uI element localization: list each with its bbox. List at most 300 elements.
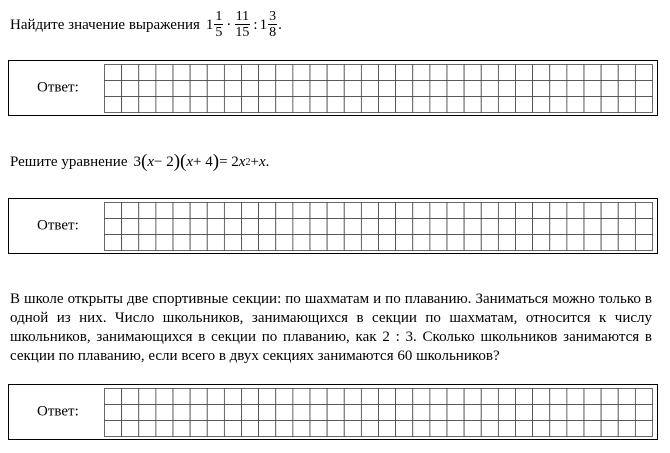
- answer-cell[interactable]: [516, 235, 533, 251]
- answer-cell[interactable]: [310, 81, 327, 97]
- answer-cell[interactable]: [207, 81, 224, 97]
- answer-cell[interactable]: [105, 203, 122, 219]
- answer-cell[interactable]: [361, 203, 378, 219]
- answer-cell[interactable]: [430, 219, 447, 235]
- answer-cell[interactable]: [344, 97, 361, 113]
- answer-cell[interactable]: [635, 389, 652, 405]
- answer-cell[interactable]: [533, 219, 550, 235]
- answer-cell[interactable]: [344, 81, 361, 97]
- answer-cell[interactable]: [224, 421, 241, 437]
- answer-cell[interactable]: [533, 65, 550, 81]
- answer-cell[interactable]: [396, 81, 413, 97]
- answer-cell[interactable]: [550, 97, 567, 113]
- answer-cell[interactable]: [105, 389, 122, 405]
- answer-cell[interactable]: [516, 65, 533, 81]
- answer-cell[interactable]: [584, 65, 601, 81]
- answer-cell[interactable]: [635, 97, 652, 113]
- answer-cell[interactable]: [618, 235, 635, 251]
- answer-cell[interactable]: [259, 421, 276, 437]
- answer-cell[interactable]: [122, 421, 139, 437]
- answer-cell[interactable]: [396, 65, 413, 81]
- answer-cell[interactable]: [207, 235, 224, 251]
- answer-cell[interactable]: [327, 65, 344, 81]
- answer-cell[interactable]: [293, 219, 310, 235]
- answer-cell[interactable]: [310, 203, 327, 219]
- answer-cell[interactable]: [344, 219, 361, 235]
- answer-cell[interactable]: [156, 219, 173, 235]
- answer-cell[interactable]: [516, 97, 533, 113]
- answer-cell[interactable]: [293, 235, 310, 251]
- answer-cell[interactable]: [413, 405, 430, 421]
- answer-cell[interactable]: [533, 97, 550, 113]
- answer-cell[interactable]: [310, 389, 327, 405]
- answer-cell[interactable]: [464, 389, 481, 405]
- answer-cell[interactable]: [207, 203, 224, 219]
- answer-cell[interactable]: [550, 405, 567, 421]
- answer-cell[interactable]: [618, 405, 635, 421]
- answer-cell[interactable]: [635, 235, 652, 251]
- answer-cell[interactable]: [533, 405, 550, 421]
- answer-cell[interactable]: [242, 81, 259, 97]
- answer-cell[interactable]: [464, 421, 481, 437]
- answer-cell[interactable]: [122, 81, 139, 97]
- answer-cell[interactable]: [242, 219, 259, 235]
- answer-cell[interactable]: [584, 389, 601, 405]
- answer-cell[interactable]: [242, 421, 259, 437]
- answer-cell[interactable]: [156, 65, 173, 81]
- answer-cell[interactable]: [464, 235, 481, 251]
- answer-cell[interactable]: [190, 65, 207, 81]
- answer-cell[interactable]: [276, 219, 293, 235]
- answer-cell[interactable]: [413, 81, 430, 97]
- answer-cell[interactable]: [379, 97, 396, 113]
- answer-cell[interactable]: [618, 389, 635, 405]
- answer-cell[interactable]: [105, 81, 122, 97]
- answer-cell[interactable]: [498, 405, 515, 421]
- answer-cell[interactable]: [105, 405, 122, 421]
- answer-cell[interactable]: [430, 203, 447, 219]
- answer-cell[interactable]: [293, 65, 310, 81]
- answer-cell[interactable]: [156, 97, 173, 113]
- answer-cell[interactable]: [498, 235, 515, 251]
- answer-cell[interactable]: [498, 389, 515, 405]
- answer-cell[interactable]: [498, 97, 515, 113]
- answer-cell[interactable]: [293, 81, 310, 97]
- answer-cell[interactable]: [447, 421, 464, 437]
- answer-cell[interactable]: [327, 389, 344, 405]
- answer-cell[interactable]: [190, 203, 207, 219]
- answer-cell[interactable]: [413, 97, 430, 113]
- answer-cell[interactable]: [447, 203, 464, 219]
- answer-cell[interactable]: [550, 65, 567, 81]
- answer-cell[interactable]: [601, 405, 618, 421]
- task-1-expression: 1 $\frac{1}{5}$ · $\frac{11}{15}$ : 1 $\frac{3}{8}$ .: [205, 9, 282, 40]
- answer-cell[interactable]: [635, 421, 652, 437]
- answer-cell[interactable]: [567, 389, 584, 405]
- answer-cell[interactable]: [601, 421, 618, 437]
- answer-cell[interactable]: [259, 235, 276, 251]
- answer-cell[interactable]: [327, 405, 344, 421]
- answer-cell[interactable]: [224, 65, 241, 81]
- answer-cell[interactable]: [498, 421, 515, 437]
- answer-cell[interactable]: [481, 421, 498, 437]
- answer-cell[interactable]: [173, 389, 190, 405]
- answer-cell[interactable]: [122, 405, 139, 421]
- answer-cell[interactable]: [601, 219, 618, 235]
- answer-cell[interactable]: [156, 81, 173, 97]
- answer-cell[interactable]: [396, 203, 413, 219]
- answer-cell[interactable]: [139, 65, 156, 81]
- answer-cell[interactable]: [224, 389, 241, 405]
- answer-cell[interactable]: [550, 421, 567, 437]
- answer-cell[interactable]: [122, 389, 139, 405]
- answer-cell[interactable]: [498, 65, 515, 81]
- answer-cell[interactable]: [635, 219, 652, 235]
- answer-cell[interactable]: [635, 65, 652, 81]
- answer-cell[interactable]: [190, 235, 207, 251]
- answer-cell[interactable]: [259, 65, 276, 81]
- answer-cell[interactable]: [447, 81, 464, 97]
- answer-cell[interactable]: [430, 97, 447, 113]
- answer-cell[interactable]: [139, 235, 156, 251]
- answer-cell[interactable]: [584, 97, 601, 113]
- answer-cell[interactable]: [567, 97, 584, 113]
- answer-cell[interactable]: [259, 203, 276, 219]
- answer-cell[interactable]: [139, 203, 156, 219]
- answer-cell[interactable]: [550, 81, 567, 97]
- answer-cell[interactable]: [259, 97, 276, 113]
- answer-cell[interactable]: [430, 81, 447, 97]
- answer-cell[interactable]: [190, 81, 207, 97]
- answer-cell[interactable]: [635, 405, 652, 421]
- answer-cell[interactable]: [447, 97, 464, 113]
- answer-cell[interactable]: [173, 203, 190, 219]
- answer-cell[interactable]: [601, 65, 618, 81]
- answer-cell[interactable]: [139, 405, 156, 421]
- answer-cell[interactable]: [139, 421, 156, 437]
- answer-cell[interactable]: [601, 81, 618, 97]
- answer-cell[interactable]: [379, 81, 396, 97]
- answer-cell[interactable]: [516, 405, 533, 421]
- answer-cell[interactable]: [396, 421, 413, 437]
- answer-cell[interactable]: [242, 389, 259, 405]
- answer-cell[interactable]: [447, 405, 464, 421]
- answer-cell[interactable]: [498, 219, 515, 235]
- answer-cell[interactable]: [379, 405, 396, 421]
- answer-cell[interactable]: [190, 219, 207, 235]
- answer-cell[interactable]: [498, 203, 515, 219]
- answer-cell[interactable]: [413, 219, 430, 235]
- answer-cell[interactable]: [618, 219, 635, 235]
- answer-cell[interactable]: [601, 203, 618, 219]
- answer-cell[interactable]: [533, 81, 550, 97]
- answer-cell[interactable]: [122, 203, 139, 219]
- answer-cell[interactable]: [327, 81, 344, 97]
- answer-cell[interactable]: [533, 203, 550, 219]
- answer-cell[interactable]: [207, 389, 224, 405]
- answer-cell[interactable]: [173, 405, 190, 421]
- answer-cell[interactable]: [173, 81, 190, 97]
- answer-cell[interactable]: [190, 405, 207, 421]
- answer-cell[interactable]: [242, 405, 259, 421]
- answer-cell[interactable]: [105, 421, 122, 437]
- answer-cell[interactable]: [430, 65, 447, 81]
- answer-cell[interactable]: [344, 203, 361, 219]
- answer-cell[interactable]: [618, 421, 635, 437]
- answer-cell[interactable]: [344, 405, 361, 421]
- answer-cell[interactable]: [173, 219, 190, 235]
- answer-cell[interactable]: [516, 203, 533, 219]
- answer-cell[interactable]: [122, 65, 139, 81]
- answer-cell[interactable]: [516, 219, 533, 235]
- answer-cell[interactable]: [481, 203, 498, 219]
- answer-cell[interactable]: [310, 97, 327, 113]
- answer-cell[interactable]: [533, 421, 550, 437]
- answer-cell[interactable]: [618, 97, 635, 113]
- answer-cell[interactable]: [413, 65, 430, 81]
- answer-cell[interactable]: [361, 405, 378, 421]
- answer-cell[interactable]: [344, 389, 361, 405]
- answer-cell[interactable]: [156, 389, 173, 405]
- answer-cell[interactable]: [618, 65, 635, 81]
- answer-label-3: Ответ:: [37, 403, 79, 420]
- answer-cell[interactable]: [635, 81, 652, 97]
- answer-cell[interactable]: [361, 97, 378, 113]
- answer-cell[interactable]: [207, 65, 224, 81]
- answer-cell[interactable]: [224, 203, 241, 219]
- answer-cell[interactable]: [361, 389, 378, 405]
- answer-cell[interactable]: [190, 97, 207, 113]
- answer-cell[interactable]: [533, 235, 550, 251]
- answer-cell[interactable]: [139, 389, 156, 405]
- answer-cell[interactable]: [498, 81, 515, 97]
- answer-cell[interactable]: [550, 219, 567, 235]
- answer-cell[interactable]: [533, 389, 550, 405]
- answer-cell[interactable]: [635, 203, 652, 219]
- answer-cell[interactable]: [567, 65, 584, 81]
- answer-cell[interactable]: [224, 405, 241, 421]
- answer-cell[interactable]: [344, 421, 361, 437]
- answer-cell[interactable]: [190, 389, 207, 405]
- answer-cell[interactable]: [122, 219, 139, 235]
- answer-cell[interactable]: [327, 219, 344, 235]
- answer-cell[interactable]: [310, 65, 327, 81]
- answer-cell[interactable]: [293, 421, 310, 437]
- answer-cell[interactable]: [276, 421, 293, 437]
- answer-cell[interactable]: [293, 97, 310, 113]
- answer-cell[interactable]: [584, 235, 601, 251]
- answer-cell[interactable]: [601, 97, 618, 113]
- answer-cell[interactable]: [173, 65, 190, 81]
- answer-cell[interactable]: [481, 219, 498, 235]
- answer-cell[interactable]: [276, 405, 293, 421]
- answer-cell[interactable]: [173, 97, 190, 113]
- answer-cell[interactable]: [464, 65, 481, 81]
- answer-cell[interactable]: [207, 421, 224, 437]
- answer-cell[interactable]: [139, 97, 156, 113]
- answer-cell[interactable]: [481, 81, 498, 97]
- answer-cell[interactable]: [567, 421, 584, 437]
- answer-cell[interactable]: [105, 219, 122, 235]
- answer-cell[interactable]: [259, 81, 276, 97]
- answer-cell[interactable]: [584, 219, 601, 235]
- answer-cell[interactable]: [259, 405, 276, 421]
- answer-cell[interactable]: [242, 65, 259, 81]
- answer-cell[interactable]: [139, 219, 156, 235]
- answer-cell[interactable]: [396, 389, 413, 405]
- answer-cell[interactable]: [601, 389, 618, 405]
- answer-cell[interactable]: [344, 65, 361, 81]
- answer-cell[interactable]: [224, 97, 241, 113]
- answer-cell[interactable]: [447, 65, 464, 81]
- answer-cell[interactable]: [379, 65, 396, 81]
- answer-cell[interactable]: [379, 389, 396, 405]
- answer-cell[interactable]: [156, 421, 173, 437]
- answer-cell[interactable]: [516, 81, 533, 97]
- answer-cell[interactable]: [327, 203, 344, 219]
- answer-cell[interactable]: [156, 405, 173, 421]
- answer-cell[interactable]: [481, 405, 498, 421]
- answer-cell[interactable]: [567, 219, 584, 235]
- answer-grid-1[interactable]: [104, 64, 652, 112]
- answer-cell[interactable]: [310, 421, 327, 437]
- answer-cell[interactable]: [276, 389, 293, 405]
- answer-cell[interactable]: [567, 235, 584, 251]
- answer-cell[interactable]: [464, 219, 481, 235]
- answer-cell[interactable]: [567, 81, 584, 97]
- answer-cell[interactable]: [156, 203, 173, 219]
- answer-cell[interactable]: [344, 235, 361, 251]
- task-1: [10, 10, 652, 40]
- answer-cell[interactable]: [379, 203, 396, 219]
- answer-cell[interactable]: [447, 389, 464, 405]
- answer-cell[interactable]: [584, 203, 601, 219]
- answer-cell[interactable]: [156, 235, 173, 251]
- answer-cell[interactable]: [413, 389, 430, 405]
- answer-cell[interactable]: [396, 405, 413, 421]
- answer-grid-2[interactable]: [104, 202, 652, 250]
- task-1-prompt: Найдите значение выражения: [10, 16, 200, 33]
- answer-cell[interactable]: [310, 219, 327, 235]
- answer-cell[interactable]: [481, 97, 498, 113]
- answer-cell[interactable]: [550, 235, 567, 251]
- answer-cell[interactable]: [276, 203, 293, 219]
- answer-cell[interactable]: [584, 405, 601, 421]
- answer-cell[interactable]: [242, 97, 259, 113]
- answer-cell[interactable]: [276, 97, 293, 113]
- answer-cell[interactable]: [464, 405, 481, 421]
- answer-cell[interactable]: [361, 65, 378, 81]
- answer-cell[interactable]: [276, 81, 293, 97]
- answer-cell[interactable]: [105, 97, 122, 113]
- answer-cell[interactable]: [413, 421, 430, 437]
- answer-cell[interactable]: [310, 235, 327, 251]
- answer-cell[interactable]: [618, 81, 635, 97]
- answer-cell[interactable]: [396, 97, 413, 113]
- answer-grid-3[interactable]: [104, 388, 652, 436]
- answer-cell[interactable]: [207, 405, 224, 421]
- answer-cell[interactable]: [327, 97, 344, 113]
- answer-cell[interactable]: [122, 235, 139, 251]
- answer-cell[interactable]: [173, 421, 190, 437]
- answer-cell[interactable]: [430, 389, 447, 405]
- answer-cell[interactable]: [207, 97, 224, 113]
- answer-cell[interactable]: [224, 235, 241, 251]
- answer-box-3: [8, 384, 658, 440]
- answer-cell[interactable]: [481, 389, 498, 405]
- answer-cell[interactable]: [224, 81, 241, 97]
- answer-cell[interactable]: [361, 421, 378, 437]
- answer-cell[interactable]: [430, 405, 447, 421]
- answer-cell[interactable]: [242, 235, 259, 251]
- answer-cell[interactable]: [447, 219, 464, 235]
- answer-cell[interactable]: [516, 389, 533, 405]
- answer-cell[interactable]: [361, 219, 378, 235]
- answer-cell[interactable]: [567, 405, 584, 421]
- answer-cell[interactable]: [481, 235, 498, 251]
- answer-cell[interactable]: [413, 203, 430, 219]
- answer-cell[interactable]: [207, 219, 224, 235]
- answer-cell[interactable]: [396, 219, 413, 235]
- answer-cell[interactable]: [430, 421, 447, 437]
- task-3-text: В школе открыты две спортивные секции: по шахматам и по плаванию. Заниматься можно только в одной из них. Число школьников, занимающихся в секции по шахматам, относится к числу школьников, занимающихся в секции по плаванию, как 2 : 3. Сколько школьников занимаются в секции по плаванию, если всего в двух секциях занимаются 60 школьников?: [10, 291, 652, 364]
- answer-cell[interactable]: [464, 203, 481, 219]
- answer-cell[interactable]: [139, 81, 156, 97]
- answer-cell[interactable]: [242, 203, 259, 219]
- answer-cell[interactable]: [550, 203, 567, 219]
- answer-cell[interactable]: [379, 219, 396, 235]
- answer-cell[interactable]: [413, 235, 430, 251]
- answer-cell[interactable]: [379, 421, 396, 437]
- answer-cell[interactable]: [293, 405, 310, 421]
- answer-cell[interactable]: [276, 235, 293, 251]
- answer-cell[interactable]: [122, 97, 139, 113]
- answer-cell[interactable]: [310, 405, 327, 421]
- task-2: [10, 150, 652, 174]
- answer-cell[interactable]: [550, 389, 567, 405]
- answer-cell[interactable]: [259, 389, 276, 405]
- answer-cell[interactable]: [276, 65, 293, 81]
- answer-cell[interactable]: [105, 65, 122, 81]
- answer-cell[interactable]: [105, 235, 122, 251]
- answer-label-1: Ответ:: [37, 79, 79, 96]
- answer-cell[interactable]: [584, 81, 601, 97]
- answer-cell[interactable]: [516, 421, 533, 437]
- answer-cell[interactable]: [379, 235, 396, 251]
- answer-cell[interactable]: [327, 235, 344, 251]
- answer-cell[interactable]: [430, 235, 447, 251]
- answer-cell[interactable]: [464, 97, 481, 113]
- answer-cell[interactable]: [224, 219, 241, 235]
- answer-cell[interactable]: [601, 235, 618, 251]
- answer-cell[interactable]: [173, 235, 190, 251]
- answer-cell[interactable]: [259, 219, 276, 235]
- answer-cell[interactable]: [396, 235, 413, 251]
- answer-cell[interactable]: [293, 389, 310, 405]
- answer-cell[interactable]: [464, 81, 481, 97]
- answer-cell[interactable]: [293, 203, 310, 219]
- answer-cell[interactable]: [327, 421, 344, 437]
- answer-cell[interactable]: [618, 203, 635, 219]
- answer-box-1: [8, 60, 658, 116]
- answer-cell[interactable]: [447, 235, 464, 251]
- answer-cell[interactable]: [190, 421, 207, 437]
- answer-cell[interactable]: [584, 421, 601, 437]
- answer-cell[interactable]: [361, 235, 378, 251]
- answer-cell[interactable]: [481, 65, 498, 81]
- answer-cell[interactable]: [567, 203, 584, 219]
- answer-cell[interactable]: [361, 81, 378, 97]
